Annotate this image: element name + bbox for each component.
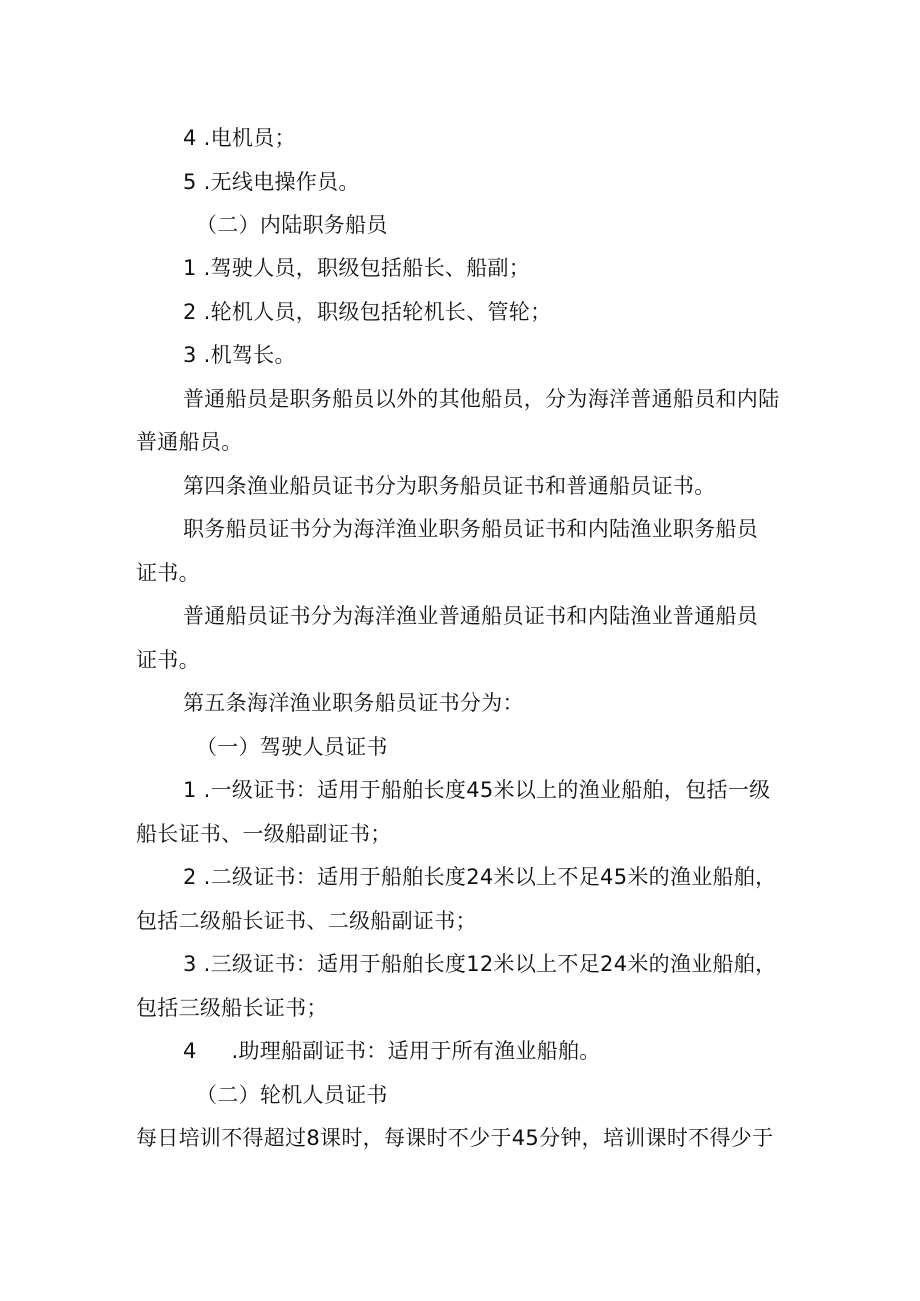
section-heading-engine-certificates: （二）轮机人员证书 — [196, 1083, 388, 1107]
list-item-4-assistant-mate: 4 .助理船副证书：适用于所有渔业船舶。 — [183, 1039, 601, 1063]
article-4-heading: 第四条渔业船员证书分为职务船员证书和普通船员证书。 — [183, 474, 716, 498]
list-item-4-electrician: 4 .电机员； — [183, 126, 296, 150]
list-item-3-grade-three-line-1: 3 .三级证书：适用于船舶长度12米以上不足24米的渔业船舶， — [183, 952, 777, 976]
paragraph-officer-certificates-line-2: 证书。 — [136, 561, 200, 585]
list-item-1-grade-one-line-2: 船长证书、一级船副证书； — [136, 822, 392, 846]
section-heading-deck-certificates: （一）驾驶人员证书 — [196, 735, 388, 759]
list-item-2-grade-two-line-2: 包括二级船长证书、二级船副证书； — [136, 909, 477, 933]
article-5-heading: 第五条海洋渔业职务船员证书分为： — [183, 691, 524, 715]
paragraph-ordinary-certificates-line-1: 普通船员证书分为海洋渔业普通船员证书和内陆渔业普通船员 — [183, 604, 759, 628]
paragraph-training-hours: 每日培训不得超过8课时，每课时不少于45分钟，培训课时不得少于 — [136, 1126, 774, 1150]
section-heading-inland-crew: （二）内陆职务船员 — [196, 213, 388, 237]
list-item-5-radio-operator: 5 .无线电操作员。 — [183, 170, 360, 194]
list-item-3-motorman: 3 .机驾长。 — [183, 343, 296, 367]
list-item-2-engineers: 2 .轮机人员，职级包括轮机长、管轮； — [183, 300, 552, 324]
list-item-3-grade-three-line-2: 包括三级船长证书； — [136, 996, 328, 1020]
paragraph-ordinary-certificates-line-2: 证书。 — [136, 648, 200, 672]
paragraph-ordinary-crew-line-2: 普通船员。 — [136, 430, 243, 454]
paragraph-officer-certificates-line-1: 职务船员证书分为海洋渔业职务船员证书和内陆渔业职务船员 — [183, 517, 759, 541]
list-item-1-deck-officers: 1 .驾驶人员，职级包括船长、船副； — [183, 256, 531, 280]
list-item-1-grade-one-line-1: 1 .一级证书：适用于船舶长度45米以上的渔业船舶，包括一级 — [183, 778, 771, 802]
list-item-2-grade-two-line-1: 2 .二级证书：适用于船舶长度24米以上不足45米的渔业船舶， — [183, 865, 777, 889]
paragraph-ordinary-crew-line-1: 普通船员是职务船员以外的其他船员，分为海洋普通船员和内陆 — [183, 387, 780, 411]
